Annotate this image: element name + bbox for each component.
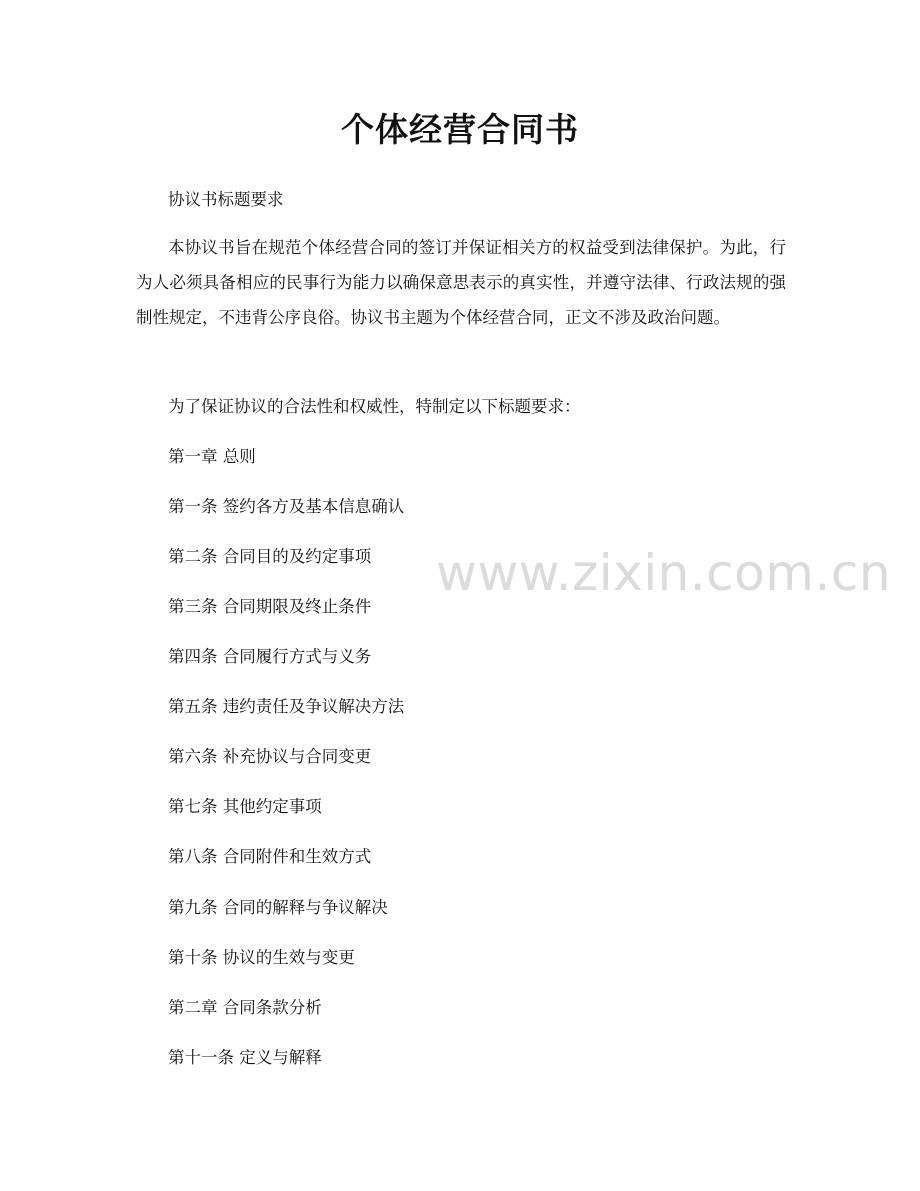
document-title: 个体经营合同书	[341, 110, 579, 149]
intro-paragraph: 本协议书旨在规范个体经营合同的签订并保证相关方的权益受到法律保护。为此，行为人必须具备相应的民事行为能力以确保意思表示的真实性，并遵守法律、行政法规的强制性规定，不违背公序良俗。协议书主题为个体经营合同，正文不涉及政治问题。	[136, 238, 786, 327]
article-item: 第二条 合同目的及约定事项	[168, 547, 372, 566]
article-item: 第九条 合同的解释与争议解决	[168, 898, 388, 917]
section-heading: 协议书标题要求	[168, 190, 284, 209]
article-item: 第七条 其他约定事项	[168, 797, 322, 816]
lead-sentence: 为了保证协议的合法性和权威性，特制定以下标题要求：	[168, 397, 581, 416]
article-item: 第三条 合同期限及终止条件	[168, 597, 372, 616]
article-item: 第一条 签约各方及基本信息确认	[168, 497, 405, 516]
article-item: 第十条 协议的生效与变更	[168, 948, 355, 967]
article-item: 第四条 合同履行方式与义务	[168, 647, 372, 666]
chapter-heading: 第一章 总则	[168, 447, 256, 466]
article-item: 第六条 补充协议与合同变更	[168, 747, 372, 766]
article-item: 第八条 合同附件和生效方式	[168, 847, 372, 866]
article-item: 第十一条 定义与解释	[168, 1048, 322, 1067]
chapter-heading: 第二章 合同条款分析	[168, 998, 322, 1017]
watermark: www.zixin.com.cn	[436, 544, 892, 602]
article-item: 第五条 违约责任及争议解决方法	[168, 697, 405, 716]
